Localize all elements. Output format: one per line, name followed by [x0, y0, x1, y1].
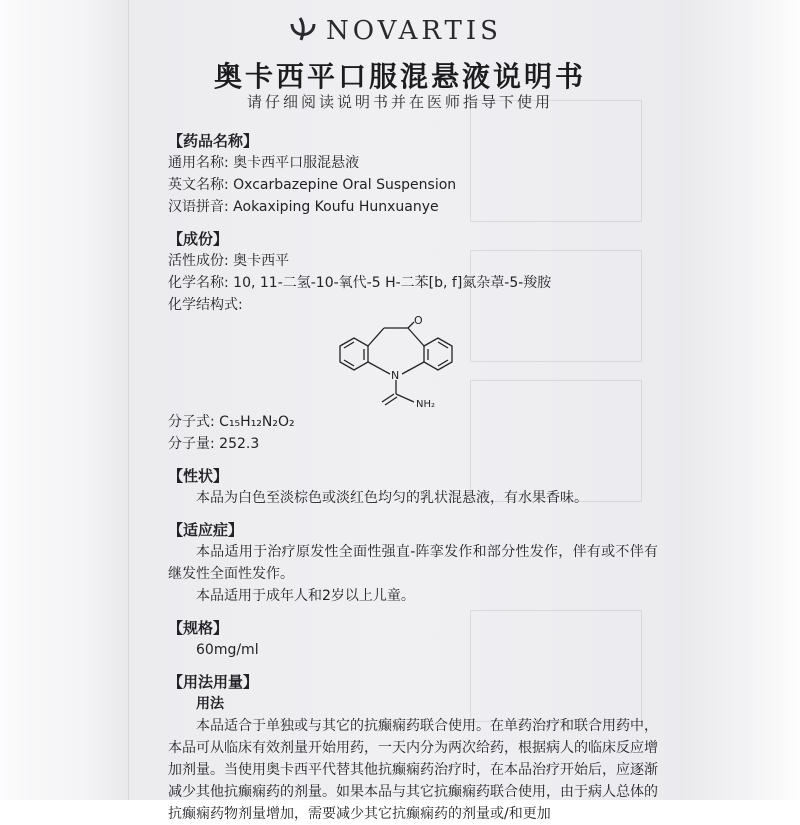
section-heading-indications: 【适应症】	[168, 521, 244, 539]
structure-oxygen: O	[414, 314, 423, 327]
document-subtitle: 请仔细阅读说明书并在医师指导下使用	[246, 93, 553, 111]
spec-value: 60mg/ml	[196, 642, 259, 658]
structure-label: 化学结构式:	[168, 297, 243, 313]
fold-line	[128, 0, 129, 800]
formula-value: C₁₅H₁₂N₂O₂	[219, 414, 295, 430]
oxcarbazepine-structure-icon	[328, 316, 478, 411]
leaflet-content	[168, 120, 658, 825]
formula-label: 分子式:	[168, 414, 220, 430]
usage-subheading: 用法	[196, 696, 224, 712]
right-margin	[680, 0, 800, 800]
section-heading-character: 【性状】	[168, 467, 229, 485]
section-heading-name: 【药品名称】	[168, 132, 259, 150]
indications-text-1: 本品适用于治疗原发性全面性强直-阵挛发作和部分性发作，伴有或不伴有继发性全面性发作。	[168, 544, 658, 582]
indications-text-2: 本品适用于成年人和2岁以上儿童。	[196, 588, 415, 604]
pinyin-name: 汉语拼音: Aokaxiping Koufu Hunxuanye	[168, 199, 439, 215]
novartis-logo-icon	[286, 14, 320, 48]
chemical-structure	[328, 316, 658, 411]
brand-logo	[286, 12, 536, 50]
section-heading-usage: 【用法用量】	[168, 673, 259, 691]
molecular-weight: 分子量: 252.3	[168, 436, 260, 452]
brand-name: NOVARTIS	[326, 16, 502, 46]
structure-nitrogen: N	[391, 369, 400, 382]
generic-name: 通用名称: 奥卡西平口服混悬液	[168, 155, 360, 171]
active-ingredient: 活性成份: 奥卡西平	[168, 253, 290, 269]
section-heading-composition: 【成份】	[168, 230, 229, 248]
section-heading-spec: 【规格】	[168, 619, 229, 637]
document-title: 奥卡西平口服混悬液说明书	[213, 60, 586, 93]
molecular-formula	[168, 411, 658, 433]
chemical-name: 化学名称: 10, 11-二氢-10-氧代-5 H-二苯[b, f]氮杂䓬-5-羧胺	[168, 275, 552, 291]
usage-text: 本品适合于单独或与其它的抗癫痫药联合使用。在单药治疗和联合用药中，本品可从临床有效剂量开始用药，一天内分为两次给药，根据病人的临床反应增加剂量。当使用奥卡西平代替其他抗癫痫药治疗时，在本品治疗开始后，应逐渐减少其他抗癫痫药的剂量。如果本品与其它抗癫痫药联合使用，由于病人总体的抗癫痫药物剂量增加，需要减少其它抗癫痫药的剂量或/和更加	[168, 718, 658, 822]
left-margin	[0, 0, 128, 800]
character-text: 本品为白色至淡棕色或淡红色均匀的乳状混悬液，有水果香味。	[196, 490, 588, 506]
structure-amine: NH₂	[416, 399, 436, 410]
english-name: 英文名称: Oxcarbazepine Oral Suspension	[168, 177, 457, 193]
